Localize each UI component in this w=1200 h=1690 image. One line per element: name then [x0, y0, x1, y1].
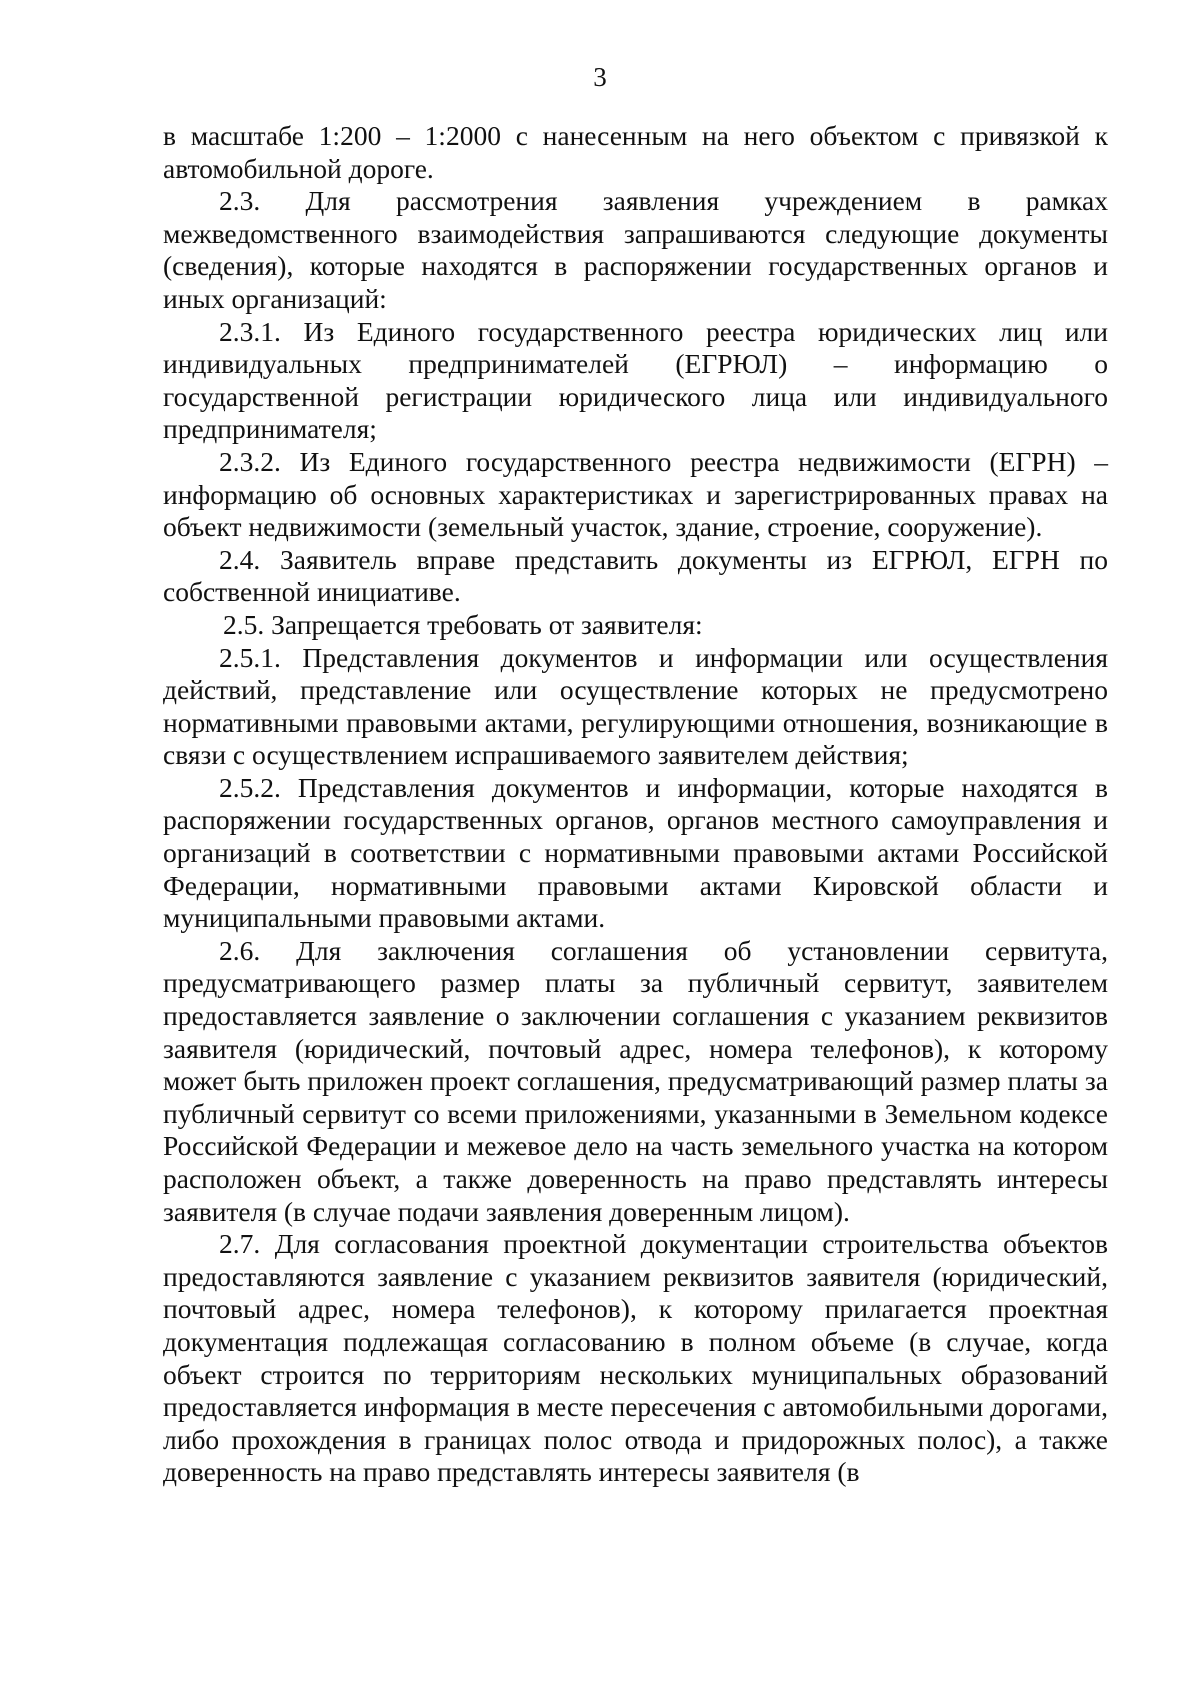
- paragraph-2-5-2: 2.5.2. Представления документов и информации, которые находятся в распоряжении государственных органов, органов местного самоуправления и организаций в соответствии с нормативными правовыми актами Российской Федерации, нормативными правовыми актами Кировской области и муниципальными правовыми актами.: [163, 771, 1108, 934]
- paragraph-2-3-2: 2.3.2. Из Единого государственного реестра недвижимости (ЕГРН) – информацию об основных характеристиках и зарегистрированных правах на объект недвижимости (земельный участок, здание, строение, сооружение).: [163, 445, 1108, 543]
- paragraph-2-7: 2.7. Для согласования проектной документации строительства объектов предоставляются заявление с указанием реквизитов заявителя (юридический, почтовый адрес, номера телефонов), к которому прилагается проектная документация подлежащая согласованию в полном объеме (в случае, когда объект строится по территориям нескольких муниципальных образований предоставляется информация в месте пересечения с автомобильными дорогами, либо прохождения в границах полос отвода и придорожных полос), а также доверенность на право представлять интересы заявителя (в: [163, 1228, 1108, 1488]
- document-body: [163, 120, 1108, 1489]
- paragraph-2-6: 2.6. Для заключения соглашения об установлении сервитута, предусматривающего размер платы за публичный сервитут, заявителем предоставляется заявление о заключении соглашения с указанием реквизитов заявителя (юридический, почтовый адрес, номера телефонов), к которому может быть приложен проект соглашения, предусматривающий размер платы за публичный сервитут со всеми приложениями, указанными в Земельном кодексе Российской Федерации и межевое дело на часть земельного участка на котором расположен объект, а также доверенность на право представлять интересы заявителя (в случае подачи заявления доверенным лицом).: [163, 934, 1108, 1227]
- paragraph-2-4: 2.4. Заявитель вправе представить документы из ЕГРЮЛ, ЕГРН по собственной инициативе.: [163, 543, 1108, 608]
- paragraph-continuation: в масштабе 1:200 – 1:2000 с нанесенным на него объектом с привязкой к автомобильной дороге.: [163, 120, 1108, 184]
- page-number: 3: [593, 62, 607, 92]
- paragraph-2-5: 2.5. Запрещается требовать от заявителя:: [223, 608, 703, 640]
- paragraph-2-5-1: 2.5.1. Представления документов и информации или осуществления действий, представление или осуществление которых не предусмотрено нормативными правовыми актами, регулирующими отношения, возникающие в связи с осуществлением испрашиваемого заявителем действия;: [163, 641, 1108, 771]
- paragraph-2-3-1: 2.3.1. Из Единого государственного реестра юридических лиц или индивидуальных предпринимателей (ЕГРЮЛ) – информацию о государственной регистрации юридического лица или индивидуального предпринимателя;: [163, 315, 1108, 445]
- paragraph-2-3: 2.3. Для рассмотрения заявления учреждением в рамках межведомственного взаимодействия запрашиваются следующие документы (сведения), которые находятся в распоряжении государственных органов и иных организаций:: [163, 185, 1108, 314]
